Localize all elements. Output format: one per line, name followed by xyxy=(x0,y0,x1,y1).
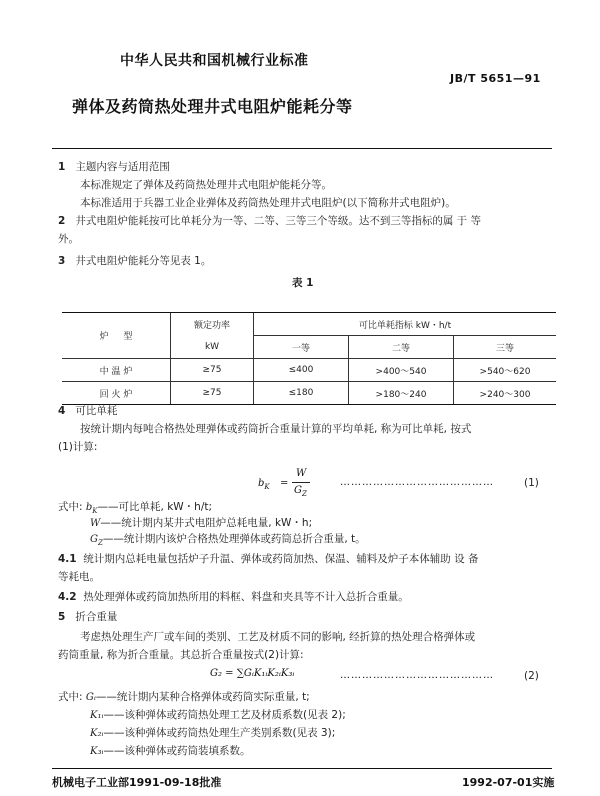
table-header-row-1 xyxy=(62,313,556,336)
section-1-number: 1 xyxy=(58,161,66,173)
document-title: 弹体及药筒热处理井式电阻炉能耗分等 xyxy=(72,97,353,116)
section-4-2-text: 热处理弹体或药筒加热所用的料框、料盘和夹具等不计入总折合重量。 xyxy=(83,591,409,603)
where-desc-k3: ——该种弹体或药筒装填系数。 xyxy=(103,745,251,757)
section-3 xyxy=(58,254,211,268)
cell-type: 回 火 炉 xyxy=(62,382,171,405)
where-symbol-gz: $G_Z$ xyxy=(90,534,103,547)
section-5-number: 5 xyxy=(58,611,66,623)
where-symbol-k1: K₁ᵢ xyxy=(90,710,104,721)
standard-code: JB/T 5651—91 xyxy=(450,72,541,85)
cell-power: ≥75 xyxy=(171,359,254,382)
col-header-spec: 可比单耗指标 kW・h/t xyxy=(254,313,557,336)
section-3-number: 3 xyxy=(58,255,66,267)
section-5-heading xyxy=(58,610,117,624)
where-4-gz xyxy=(90,532,366,550)
where-4-w xyxy=(90,516,312,531)
col-header-power: 额定功率 xyxy=(171,313,254,336)
cell-grade-3: >240～300 xyxy=(454,382,557,405)
cell-grade-2: >180～240 xyxy=(349,382,454,405)
col-header-grade-2: 二等 xyxy=(349,336,454,359)
table-row xyxy=(62,382,556,405)
formula-2: G₂ = ∑GᵢK₁ᵢK₂ᵢK₃ᵢ xyxy=(210,668,295,679)
section-2-number: 2 xyxy=(58,215,66,227)
cell-grade-2: >400～540 xyxy=(349,359,454,382)
where-label: 式中: xyxy=(58,691,83,703)
where-5-k1 xyxy=(90,708,346,723)
section-4-2-number: 4.2 xyxy=(58,591,77,603)
cell-grade-1: ≤180 xyxy=(254,382,349,405)
where-5-k3 xyxy=(90,744,251,759)
section-4-1-line-1: 统计期内总耗电量包括炉子升温、弹体或药筒加热、保温、辅料及炉子本体辅助 设 备 xyxy=(83,553,479,565)
where-symbol-gi: Gᵢ xyxy=(85,692,96,703)
section-5-para-1: 考虑热处理生产厂或车间的类别、工艺及材质不同的影响, 经折算的热处理合格弹体或 xyxy=(80,631,476,643)
where-symbol-k3: K₃ᵢ xyxy=(90,746,104,757)
where-symbol-k2: K₂ᵢ xyxy=(90,728,104,739)
effective-date: 1992-07-01实施 xyxy=(462,776,555,789)
formula-1-number: (1) xyxy=(524,477,539,489)
header-rule xyxy=(52,148,552,149)
where-desc-w: ——统计期内某井式电阻炉总耗电量, kW・h; xyxy=(100,517,313,529)
formula-1-lhs: $b_K$ xyxy=(258,478,270,491)
section-4-1-number: 4.1 xyxy=(58,553,77,565)
section-2 xyxy=(58,214,481,228)
energy-grade-table xyxy=(62,312,556,405)
cell-grade-1: ≤400 xyxy=(254,359,349,382)
col-header-type: 炉 型 xyxy=(62,313,171,359)
cell-power: ≥75 xyxy=(171,382,254,405)
col-header-grade-1: 一等 xyxy=(254,336,349,359)
section-2-line-1: 井式电阻炉能耗按可比单耗分为一等、二等、三等三个等级。达不到三等指标的属 于 等 xyxy=(75,215,482,227)
section-4-1-line-2: 等耗电。 xyxy=(58,571,100,583)
formula-2-number: (2) xyxy=(524,670,539,682)
where-symbol-w: W xyxy=(90,518,101,529)
cell-grade-3: >540～620 xyxy=(454,359,557,382)
where-5-k2 xyxy=(90,726,335,741)
section-4-1 xyxy=(58,552,478,566)
section-2-line-2: 外。 xyxy=(58,233,79,245)
standard-org: 中华人民共和国机械行业标准 xyxy=(120,53,309,69)
cell-type: 中 温 炉 xyxy=(62,359,171,382)
where-desc-gz: ——统计期内该炉合格热处理弹体或药筒总折合重量, t。 xyxy=(102,533,366,545)
formula-1-fraction-bar xyxy=(292,482,310,483)
approval-date: 机械电子工业部1991-09-18批准 xyxy=(52,776,222,789)
formula-1-denominator: $G_Z$ xyxy=(294,485,307,498)
table-row xyxy=(62,359,556,382)
section-4-title: 可比单耗 xyxy=(75,405,118,417)
where-desc-gi: ——统计期内某种合格弹体或药筒实际重量, t; xyxy=(95,691,310,703)
footer-rule xyxy=(52,768,552,769)
section-1-para-2: 本标准适用于兵器工业企业弹体及药筒热处理井式电阻炉(以下简称井式电阻炉)。 xyxy=(80,197,456,209)
where-desc-bk: ——可比单耗, kW・h/t; xyxy=(97,501,213,513)
where-desc-k1: ——该种弹体或药筒热处理工艺及材质系数(见表 2); xyxy=(103,709,346,721)
formula-2-leader: …………………………………… xyxy=(340,670,494,681)
section-4-heading xyxy=(58,404,117,418)
where-symbol-bk: $b_K$ xyxy=(85,502,98,515)
section-4-para-2: (1)计算: xyxy=(58,441,98,453)
col-header-power-unit: kW xyxy=(171,336,254,359)
where-5 xyxy=(58,690,310,705)
section-4-para-1: 按统计期内每吨合格热处理弹体或药筒折合重量计算的平均单耗, 称为可比单耗, 按式 xyxy=(80,423,472,435)
where-desc-k2: ——该种弹体或药筒热处理生产类别系数(见表 3); xyxy=(103,727,336,739)
section-1-para-1: 本标准规定了弹体及药筒热处理井式电阻炉能耗分等。 xyxy=(80,179,332,191)
col-header-grade-3: 三等 xyxy=(454,336,557,359)
section-4-number: 4 xyxy=(58,405,66,417)
where-label: 式中: xyxy=(58,501,83,513)
section-5-para-2: 药筒重量, 称为折合重量。其总折合重量按式(2)计算: xyxy=(58,649,304,661)
section-1-heading xyxy=(58,160,170,174)
formula-1-leader: …………………………………… xyxy=(340,477,494,488)
section-4-2 xyxy=(58,590,409,604)
table-1-caption: 表 1 xyxy=(292,277,314,289)
formula-1-equals: = xyxy=(280,478,289,489)
section-3-text: 井式电阻炉能耗分等见表 1。 xyxy=(75,255,212,267)
formula-1-numerator: W xyxy=(296,468,307,479)
section-5-title: 折合重量 xyxy=(75,611,118,623)
section-1-title: 主题内容与适用范围 xyxy=(75,161,170,173)
